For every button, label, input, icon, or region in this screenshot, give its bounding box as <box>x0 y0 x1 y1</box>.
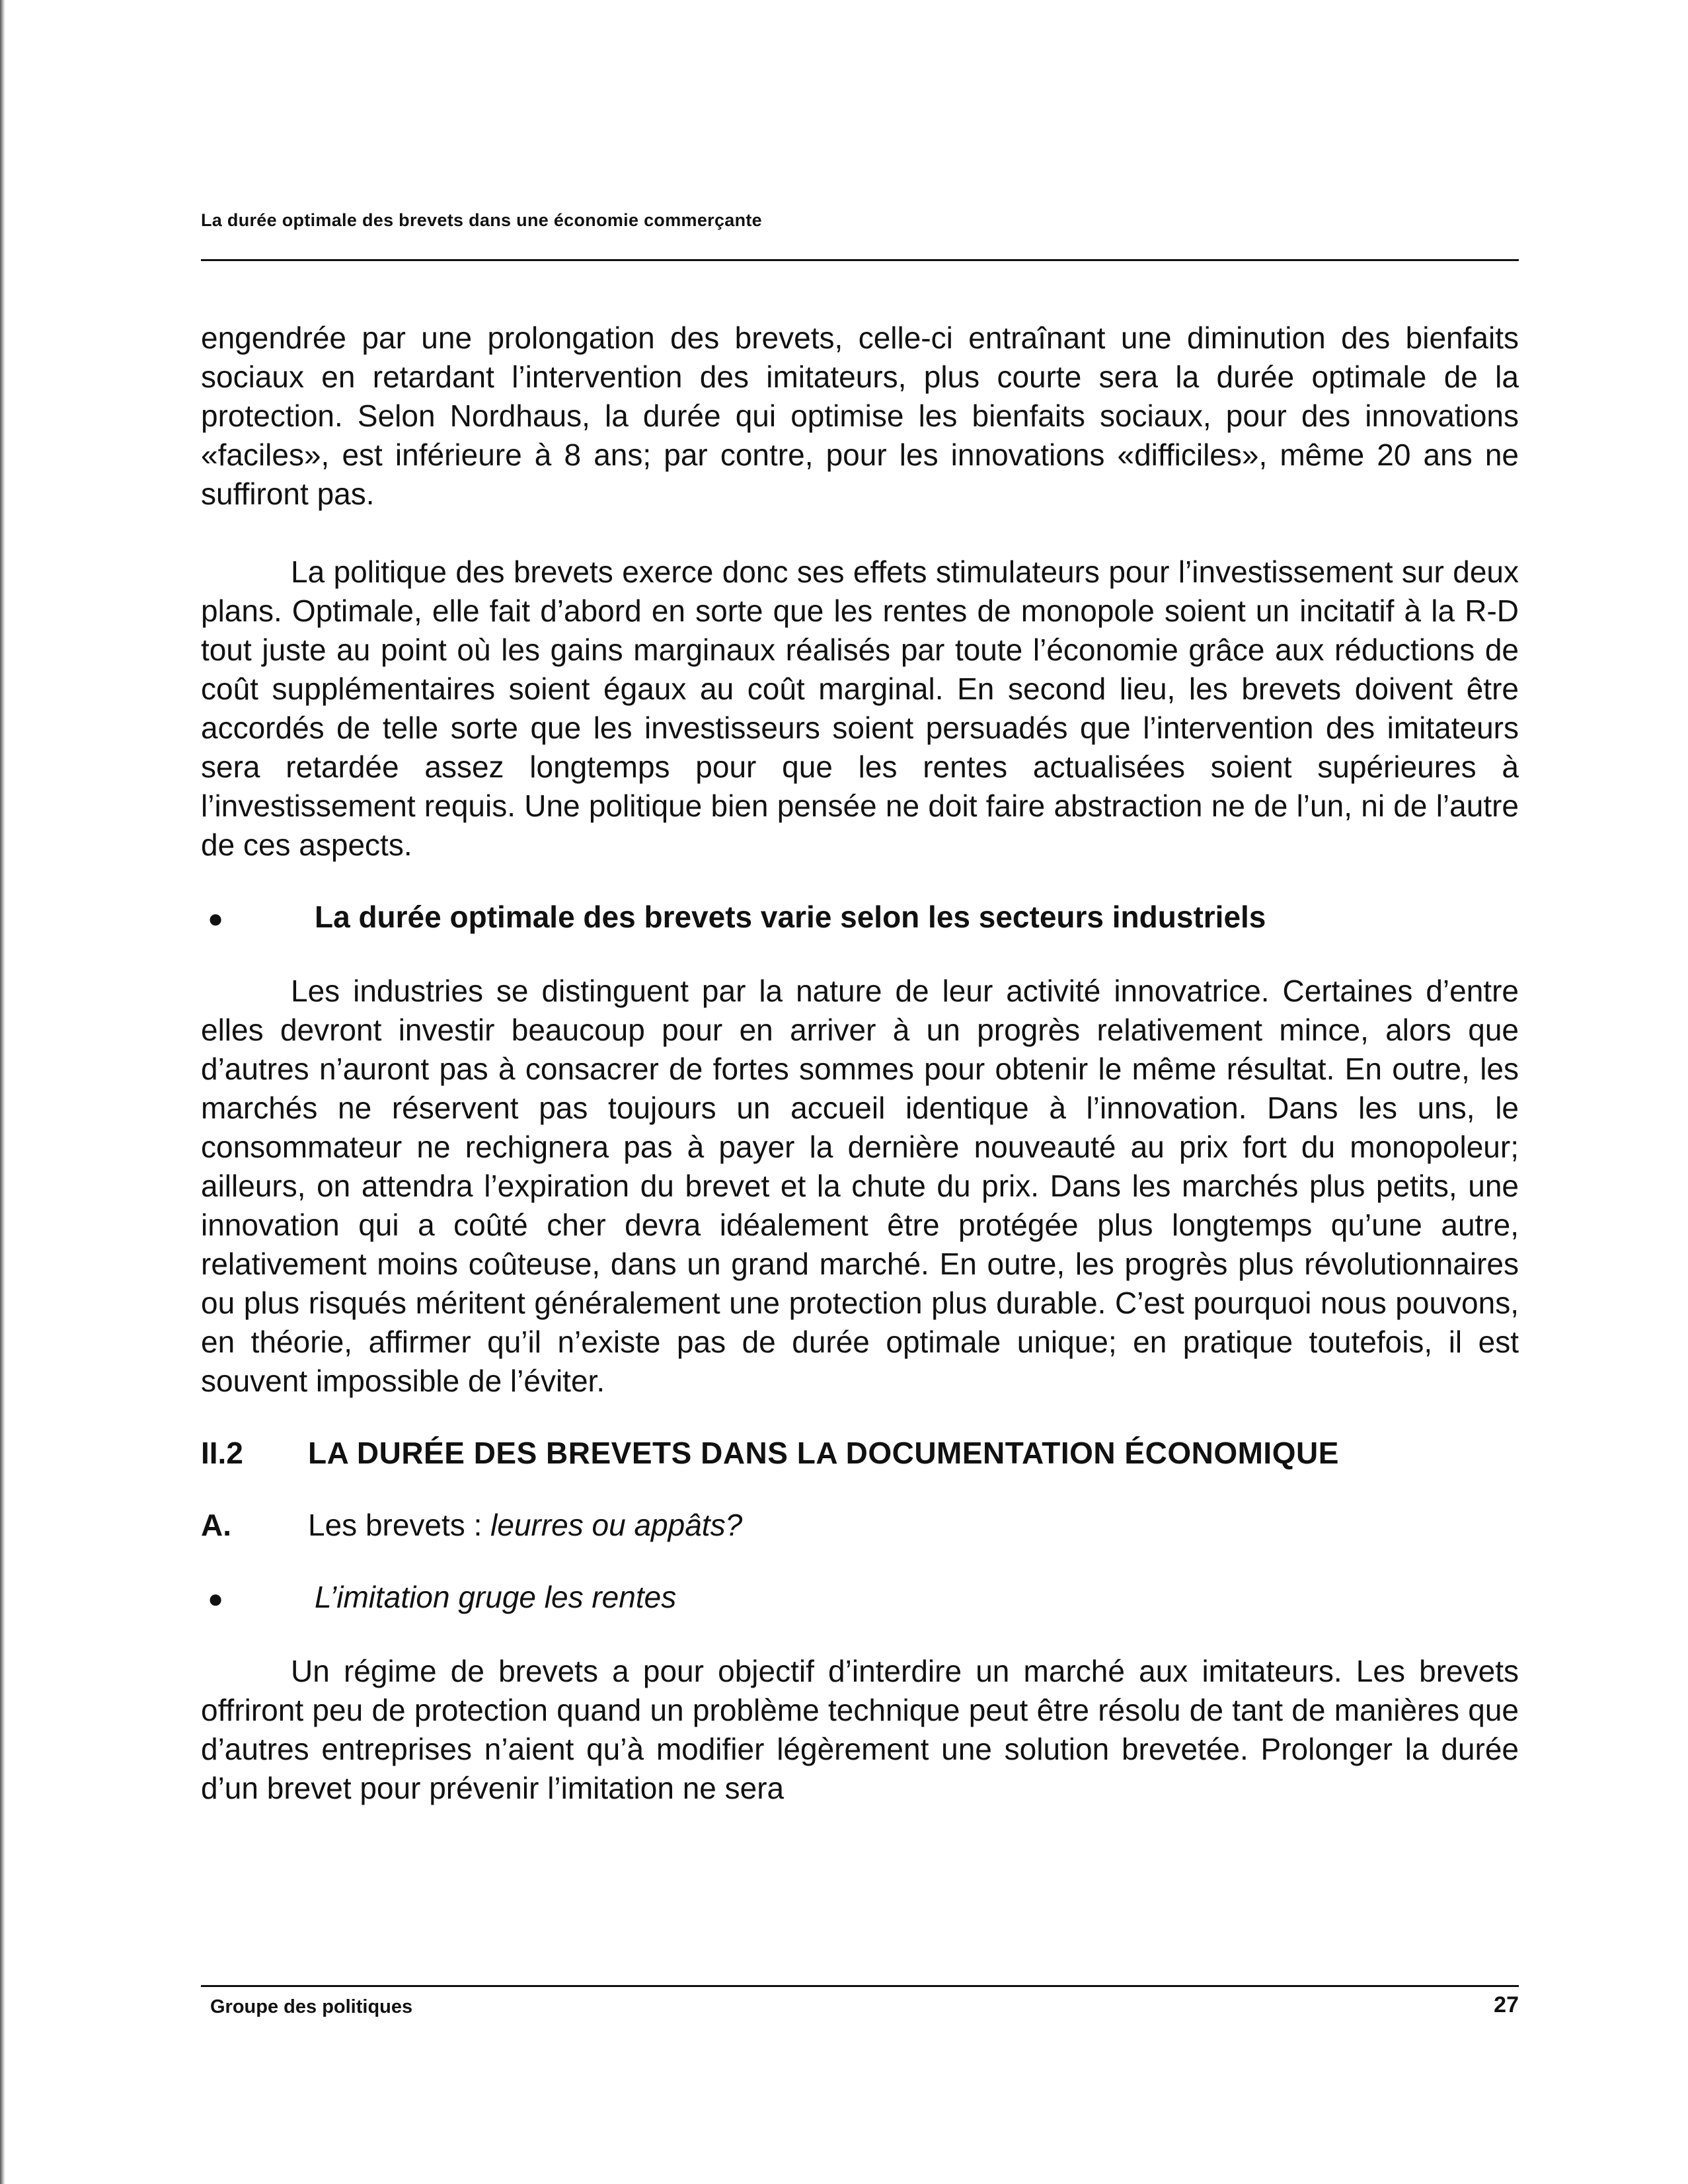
footer-rule <box>201 1985 1519 1987</box>
paragraph-industries: Les industries se distinguent par la nature de leur activité innovatrice. Certaines d’entre elles devront investir beaucoup pour en arriver à un progrès relativement mince, alors que d’autres n’auront pas à consacrer de fortes sommes pour obtenir le même résultat. En outre, les marchés ne réservent pas toujours un accueil identique à l’innovation. Dans les uns, le consommateur ne rechignera pas à payer la dernière nouveauté au prix fort du monopoleur; ailleurs, on attendra l’expiration du brevet et la chute du prix. Dans les marchés plus petits, une innovation qui a coûté cher devra idéalement être protégée plus longtemps qu’une autre, relativement moins coûteuse, dans un grand marché. En outre, les progrès plus révolutionnaires ou plus risqués méritent généralement une protection plus durable. C’est pourquoi nous pouvons, en théorie, affirmer qu’il n’existe pas de durée optimale unique; en pratique toutefois, il est souvent impossible de l’éviter. <box>201 974 1519 1398</box>
section-heading <box>201 1434 1519 1473</box>
header-rule <box>201 259 1519 261</box>
page-number: 27 <box>1494 1992 1519 2017</box>
footer-publisher: Groupe des politiques <box>210 1996 413 2017</box>
paragraph-patent-regime: Un régime de brevets a pour objectif d’interdire un marché aux imitateurs. Les brevets offriront peu de protection quand un problème technique peut être résolu de tant de manières que d’autres entreprises n’aient qu’à modifier légèrement une solution brevetée. Prolonger la durée d’un brevet pour prévenir l’imitation ne sera <box>201 1654 1519 1805</box>
bullet-heading-text: L’imitation gruge les rentes <box>315 1580 677 1614</box>
subsection-title <box>308 1506 742 1545</box>
subsection-heading <box>201 1506 1519 1545</box>
paragraph-continuation: engendrée par une prolongation des brevets, celle-ci entraînant une diminution des bienfaits sociaux en retardant l’intervention des imitateurs, plus courte sera la durée optimale de la protection. Selon Nordhaus, la durée qui optimise les bienfaits sociaux, pour des innovations «faciles», est inférieure à 8 ans; par contre, pour les innovations «difficiles», même 20 ans ne suffiront pas. <box>201 321 1519 511</box>
scanned-page-edge <box>0 0 5 2184</box>
bullet-icon: ● <box>208 904 224 933</box>
paragraph-policy-effects: La politique des brevets exerce donc ses effets stimulateurs pour l’investissement sur deux plans. Optimale, elle fait d’abord en sorte que les rentes de monopole soient un incitatif à la R-D tout juste au point où les gains marginaux réalisés par toute l’économie grâce aux réductions de coût supplémentaires soient égaux au coût marginal. En second lieu, les brevets doivent être accordés de telle sorte que les investisseurs soient persuadés que l’intervention des imitateurs sera retardée assez longtemps pour que les rentes actualisées soient supérieures à l’investissement requis. Une politique bien pensée ne doit faire abstraction ne de l’un, ni de l’autre de ces aspects. <box>201 555 1519 862</box>
subsection-letter: A. <box>201 1508 231 1542</box>
bullet-heading-imitation <box>201 1578 1519 1619</box>
bullet-heading-text: La durée optimale des brevets varie selon les secteurs industriels <box>315 900 1266 934</box>
subsection-title-italic: leurres ou appâts? <box>490 1508 743 1542</box>
section-number: II.2 <box>201 1436 243 1470</box>
bullet-icon: ● <box>208 1584 224 1614</box>
document-body <box>201 319 1519 1808</box>
section-title: LA DURÉE DES BREVETS DANS LA DOCUMENTATION ÉCONOMIQUE <box>308 1436 1339 1470</box>
bullet-heading-sectors <box>201 898 1519 939</box>
subsection-title-prefix: Les brevets : <box>308 1508 491 1542</box>
running-header: La durée optimale des brevets dans une économie commerçante <box>201 210 762 230</box>
